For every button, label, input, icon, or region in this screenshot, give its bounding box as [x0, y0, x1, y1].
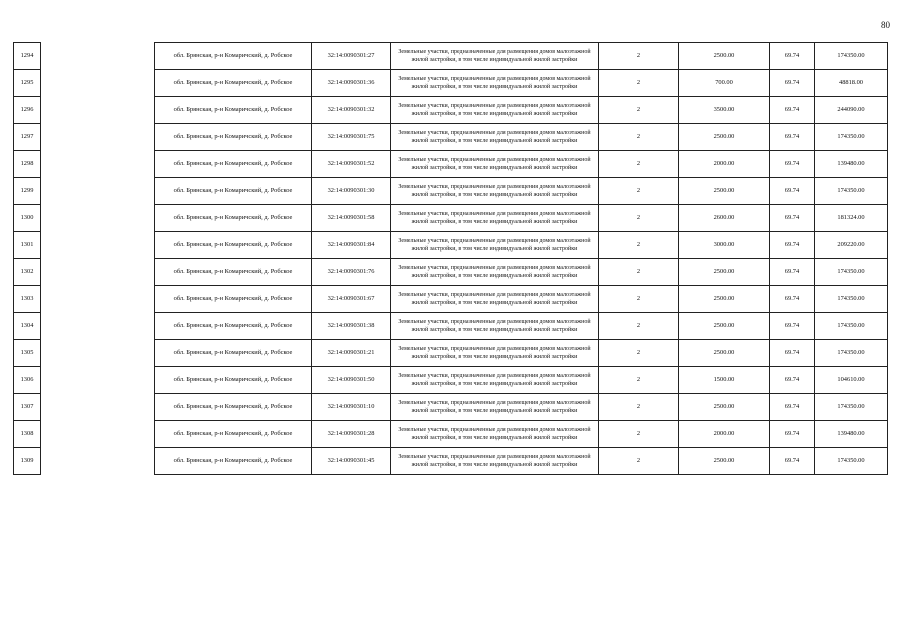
address-cell: обл. Брянская, р-н Комаричский, д. Робское [155, 124, 312, 151]
rate-cell: 69.74 [770, 205, 815, 232]
land-use-cell: Земельные участки, предназначенные для размещения домов малоэтажной жилой застройки, в том числе индивидуальной жилой застройки [391, 421, 599, 448]
area-cell: 3500.00 [679, 97, 770, 124]
table-row [14, 124, 888, 151]
rate-cell: 69.74 [770, 97, 815, 124]
table-body [14, 43, 888, 475]
cadastral-value-cell: 174350.00 [815, 43, 888, 70]
land-use-cell: Земельные участки, предназначенные для размещения домов малоэтажной жилой застройки, в том числе индивидуальной жилой застройки [391, 286, 599, 313]
rate-cell: 69.74 [770, 286, 815, 313]
row-number: 1297 [14, 124, 41, 151]
empty-cell [41, 394, 155, 421]
cadastral-number-cell: 32:14:0090301:76 [312, 259, 391, 286]
table-row [14, 151, 888, 178]
rate-cell: 69.74 [770, 394, 815, 421]
group-cell: 2 [599, 313, 679, 340]
cadastral-number-cell: 32:14:0090301:28 [312, 421, 391, 448]
group-cell: 2 [599, 367, 679, 394]
rate-cell: 69.74 [770, 70, 815, 97]
address-cell: обл. Брянская, р-н Комаричский, д. Робское [155, 43, 312, 70]
cadastral-value-cell: 174350.00 [815, 286, 888, 313]
group-cell: 2 [599, 97, 679, 124]
rate-cell: 69.74 [770, 259, 815, 286]
cadastral-value-cell: 174350.00 [815, 340, 888, 367]
cadastral-number-cell: 32:14:0090301:10 [312, 394, 391, 421]
land-use-cell: Земельные участки, предназначенные для размещения домов малоэтажной жилой застройки, в том числе индивидуальной жилой застройки [391, 394, 599, 421]
area-cell: 2600.00 [679, 205, 770, 232]
group-cell: 2 [599, 286, 679, 313]
row-number: 1306 [14, 367, 41, 394]
area-cell: 2500.00 [679, 124, 770, 151]
cadastral-number-cell: 32:14:0090301:38 [312, 313, 391, 340]
empty-cell [41, 286, 155, 313]
land-use-cell: Земельные участки, предназначенные для размещения домов малоэтажной жилой застройки, в том числе индивидуальной жилой застройки [391, 205, 599, 232]
group-cell: 2 [599, 394, 679, 421]
row-number: 1304 [14, 313, 41, 340]
cadastral-value-cell: 181324.00 [815, 205, 888, 232]
area-cell: 2500.00 [679, 448, 770, 475]
rate-cell: 69.74 [770, 313, 815, 340]
table-row [14, 232, 888, 259]
land-use-cell: Земельные участки, предназначенные для размещения домов малоэтажной жилой застройки, в том числе индивидуальной жилой застройки [391, 259, 599, 286]
group-cell: 2 [599, 151, 679, 178]
cadastral-value-cell: 244090.00 [815, 97, 888, 124]
table-row [14, 286, 888, 313]
empty-cell [41, 124, 155, 151]
cadastral-number-cell: 32:14:0090301:52 [312, 151, 391, 178]
cadastral-number-cell: 32:14:0090301:27 [312, 43, 391, 70]
rate-cell: 69.74 [770, 151, 815, 178]
table-row [14, 340, 888, 367]
land-use-cell: Земельные участки, предназначенные для размещения домов малоэтажной жилой застройки, в том числе индивидуальной жилой застройки [391, 340, 599, 367]
empty-cell [41, 97, 155, 124]
row-number: 1294 [14, 43, 41, 70]
land-use-cell: Земельные участки, предназначенные для размещения домов малоэтажной жилой застройки, в том числе индивидуальной жилой застройки [391, 367, 599, 394]
table-row [14, 43, 888, 70]
land-use-cell: Земельные участки, предназначенные для размещения домов малоэтажной жилой застройки, в том числе индивидуальной жилой застройки [391, 178, 599, 205]
group-cell: 2 [599, 124, 679, 151]
page-number: 80 [881, 20, 890, 30]
address-cell: обл. Брянская, р-н Комаричский, д. Робское [155, 421, 312, 448]
row-number: 1298 [14, 151, 41, 178]
cadastral-value-cell: 174350.00 [815, 259, 888, 286]
empty-cell [41, 367, 155, 394]
area-cell: 2500.00 [679, 43, 770, 70]
cadastral-value-cell: 174350.00 [815, 178, 888, 205]
address-cell: обл. Брянская, р-н Комаричский, д. Робское [155, 205, 312, 232]
empty-cell [41, 313, 155, 340]
row-number: 1299 [14, 178, 41, 205]
cadastral-number-cell: 32:14:0090301:50 [312, 367, 391, 394]
area-cell: 2500.00 [679, 178, 770, 205]
address-cell: обл. Брянская, р-н Комаричский, д. Робское [155, 70, 312, 97]
land-registry-table [13, 42, 888, 475]
land-use-cell: Земельные участки, предназначенные для размещения домов малоэтажной жилой застройки, в том числе индивидуальной жилой застройки [391, 43, 599, 70]
cadastral-value-cell: 48818.00 [815, 70, 888, 97]
cadastral-number-cell: 32:14:0090301:32 [312, 97, 391, 124]
rate-cell: 69.74 [770, 340, 815, 367]
group-cell: 2 [599, 205, 679, 232]
table-row [14, 367, 888, 394]
group-cell: 2 [599, 43, 679, 70]
cadastral-number-cell: 32:14:0090301:30 [312, 178, 391, 205]
group-cell: 2 [599, 421, 679, 448]
group-cell: 2 [599, 232, 679, 259]
row-number: 1303 [14, 286, 41, 313]
cadastral-number-cell: 32:14:0090301:58 [312, 205, 391, 232]
empty-cell [41, 205, 155, 232]
empty-cell [41, 232, 155, 259]
area-cell: 1500.00 [679, 367, 770, 394]
land-use-cell: Земельные участки, предназначенные для размещения домов малоэтажной жилой застройки, в том числе индивидуальной жилой застройки [391, 313, 599, 340]
address-cell: обл. Брянская, р-н Комаричский, д. Робское [155, 259, 312, 286]
cadastral-number-cell: 32:14:0090301:21 [312, 340, 391, 367]
table-row [14, 313, 888, 340]
land-use-cell: Земельные участки, предназначенные для размещения домов малоэтажной жилой застройки, в том числе индивидуальной жилой застройки [391, 97, 599, 124]
empty-cell [41, 178, 155, 205]
area-cell: 2500.00 [679, 394, 770, 421]
row-number: 1296 [14, 97, 41, 124]
table-row [14, 421, 888, 448]
rate-cell: 69.74 [770, 448, 815, 475]
cadastral-value-cell: 209220.00 [815, 232, 888, 259]
table-row [14, 70, 888, 97]
cadastral-value-cell: 174350.00 [815, 394, 888, 421]
cadastral-number-cell: 32:14:0090301:45 [312, 448, 391, 475]
area-cell: 2000.00 [679, 421, 770, 448]
land-use-cell: Земельные участки, предназначенные для размещения домов малоэтажной жилой застройки, в том числе индивидуальной жилой застройки [391, 151, 599, 178]
rate-cell: 69.74 [770, 232, 815, 259]
address-cell: обл. Брянская, р-н Комаричский, д. Робское [155, 448, 312, 475]
cadastral-value-cell: 174350.00 [815, 313, 888, 340]
rate-cell: 69.74 [770, 124, 815, 151]
land-use-cell: Земельные участки, предназначенные для размещения домов малоэтажной жилой застройки, в том числе индивидуальной жилой застройки [391, 124, 599, 151]
address-cell: обл. Брянская, р-н Комаричский, д. Робское [155, 313, 312, 340]
empty-cell [41, 43, 155, 70]
address-cell: обл. Брянская, р-н Комаричский, д. Робское [155, 286, 312, 313]
cadastral-value-cell: 174350.00 [815, 124, 888, 151]
cadastral-value-cell: 104610.00 [815, 367, 888, 394]
area-cell: 3000.00 [679, 232, 770, 259]
cadastral-value-cell: 174350.00 [815, 448, 888, 475]
address-cell: обл. Брянская, р-н Комаричский, д. Робское [155, 151, 312, 178]
land-use-cell: Земельные участки, предназначенные для размещения домов малоэтажной жилой застройки, в том числе индивидуальной жилой застройки [391, 232, 599, 259]
rate-cell: 69.74 [770, 421, 815, 448]
table-row [14, 394, 888, 421]
land-use-cell: Земельные участки, предназначенные для размещения домов малоэтажной жилой застройки, в том числе индивидуальной жилой застройки [391, 70, 599, 97]
group-cell: 2 [599, 340, 679, 367]
table-row [14, 259, 888, 286]
table-row [14, 97, 888, 124]
empty-cell [41, 421, 155, 448]
area-cell: 700.00 [679, 70, 770, 97]
land-use-cell: Земельные участки, предназначенные для размещения домов малоэтажной жилой застройки, в том числе индивидуальной жилой застройки [391, 448, 599, 475]
row-number: 1295 [14, 70, 41, 97]
area-cell: 2500.00 [679, 340, 770, 367]
empty-cell [41, 448, 155, 475]
row-number: 1302 [14, 259, 41, 286]
area-cell: 2500.00 [679, 259, 770, 286]
group-cell: 2 [599, 448, 679, 475]
row-number: 1308 [14, 421, 41, 448]
row-number: 1300 [14, 205, 41, 232]
group-cell: 2 [599, 178, 679, 205]
empty-cell [41, 340, 155, 367]
area-cell: 2500.00 [679, 313, 770, 340]
group-cell: 2 [599, 259, 679, 286]
row-number: 1307 [14, 394, 41, 421]
cadastral-number-cell: 32:14:0090301:36 [312, 70, 391, 97]
group-cell: 2 [599, 70, 679, 97]
cadastral-value-cell: 139480.00 [815, 421, 888, 448]
rate-cell: 69.74 [770, 178, 815, 205]
address-cell: обл. Брянская, р-н Комаричский, д. Робское [155, 97, 312, 124]
row-number: 1309 [14, 448, 41, 475]
address-cell: обл. Брянская, р-н Комаричский, д. Робское [155, 367, 312, 394]
rate-cell: 69.74 [770, 367, 815, 394]
empty-cell [41, 259, 155, 286]
address-cell: обл. Брянская, р-н Комаричский, д. Робское [155, 340, 312, 367]
area-cell: 2000.00 [679, 151, 770, 178]
address-cell: обл. Брянская, р-н Комаричский, д. Робское [155, 178, 312, 205]
cadastral-number-cell: 32:14:0090301:84 [312, 232, 391, 259]
rate-cell: 69.74 [770, 43, 815, 70]
table-row [14, 205, 888, 232]
address-cell: обл. Брянская, р-н Комаричский, д. Робское [155, 232, 312, 259]
cadastral-number-cell: 32:14:0090301:67 [312, 286, 391, 313]
address-cell: обл. Брянская, р-н Комаричский, д. Робское [155, 394, 312, 421]
row-number: 1305 [14, 340, 41, 367]
cadastral-value-cell: 139480.00 [815, 151, 888, 178]
row-number: 1301 [14, 232, 41, 259]
empty-cell [41, 151, 155, 178]
table-row [14, 448, 888, 475]
table-row [14, 178, 888, 205]
empty-cell [41, 70, 155, 97]
cadastral-number-cell: 32:14:0090301:75 [312, 124, 391, 151]
area-cell: 2500.00 [679, 286, 770, 313]
